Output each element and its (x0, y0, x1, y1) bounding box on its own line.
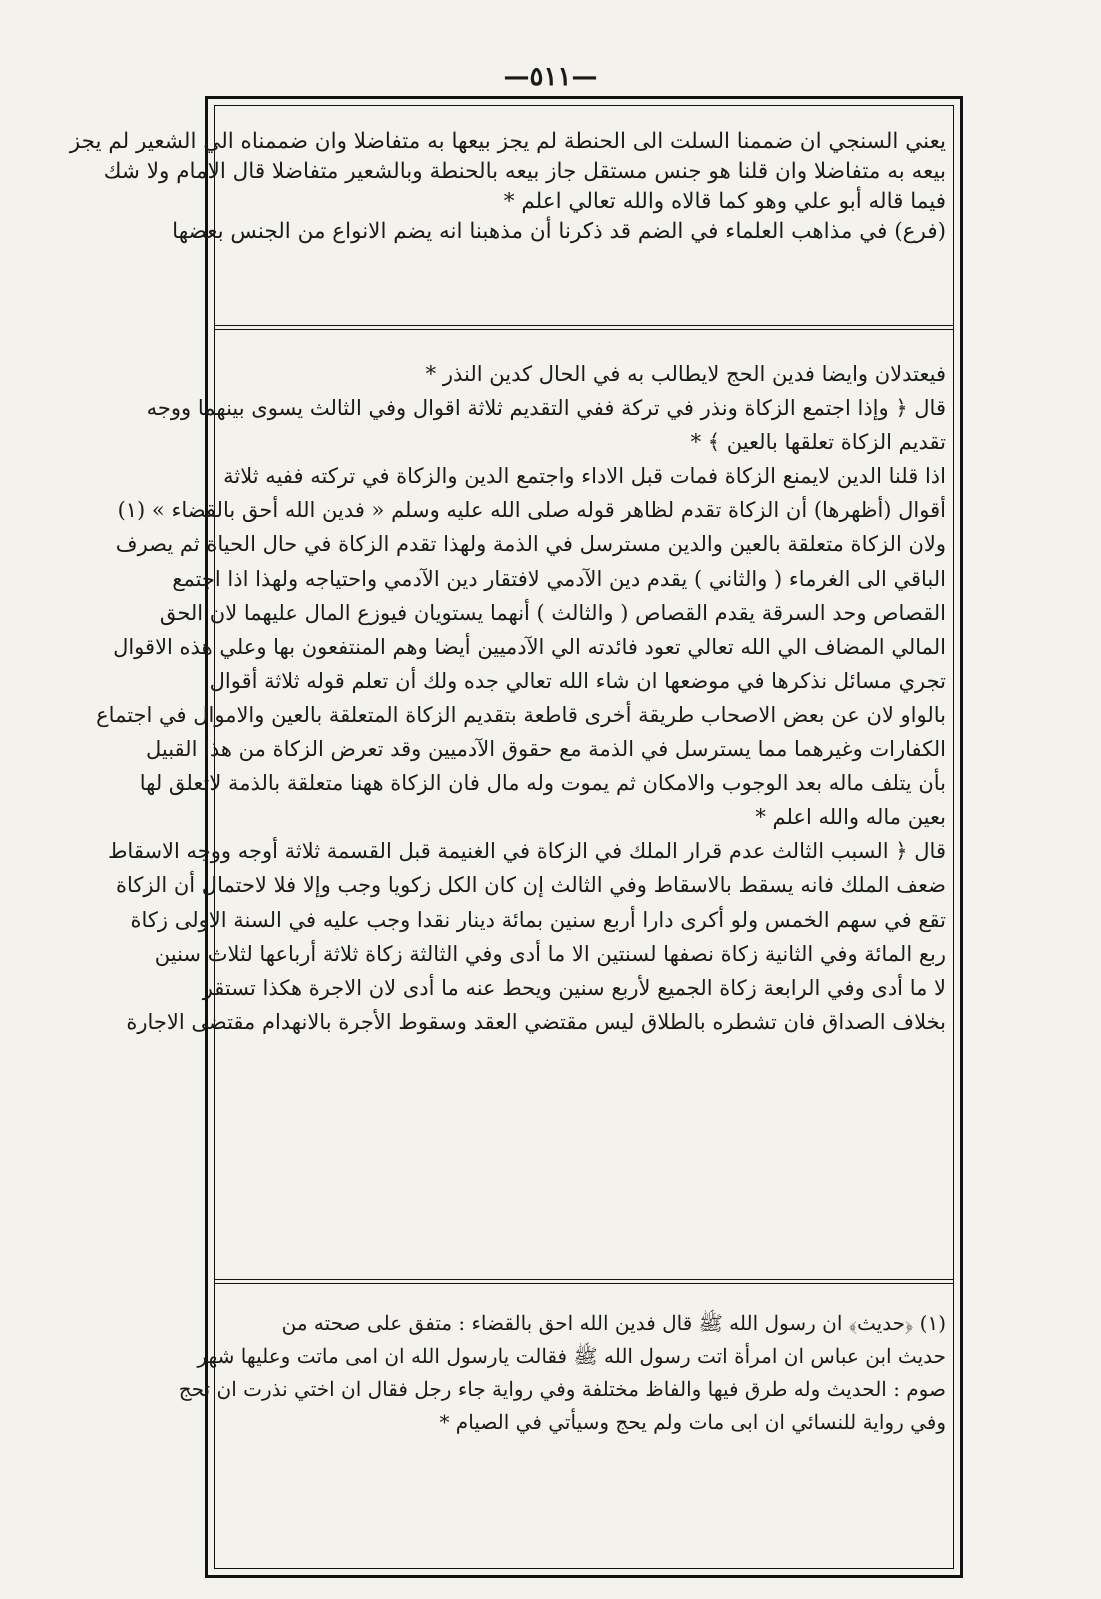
text-line: قال ﴿ وإذا اجتمع الزكاة ونذر في تركة ففي التقديم ثلاثة اقوال وفي الثالث يسوى بينهما ووجه (146, 396, 946, 421)
text-line: يعني السنجي ان ضممنا السلت الى الحنطة لم يجز بيعها به متفاضلا وان ضممناه الي الشعير لم يجز (69, 129, 946, 154)
text-line: بخلاف الصداق فان تشطره بالطلاق ليس مقتضي العقد وسقوط الأجرة بالانهدام مقتضى الاجارة (126, 1009, 946, 1034)
footnote-line: صوم : الحديث وله طرق فيها والفاظ مختلفة وفي رواية جاء رجل فقال ان اختي نذرت ان تحج (178, 1377, 946, 1401)
text-line: فيعتدلان وايضا فدين الحج لايطالب به في الحال كدين النذر * (425, 362, 946, 386)
text-line: لا ما أدى وفي الرابعة زكاة الجميع لأربع سنين ويحط عنه ما أدى لان الاجرة هكذا تستقر (202, 975, 946, 1000)
text-line: ربع المائة وفي الثانية زكاة نصفها لسنتين الا ما أدى وفي الثالثة زكاة ثلاثة أرباعها لثلاث سنين (154, 941, 946, 966)
text-line: بالواو لان عن بعض الاصحاب طريقة أخرى قاطعة بتقديم الزكاة المتعلقة بالعين والاموال في اجتماع (96, 702, 946, 727)
main-text-block (96, 357, 946, 1039)
footnote-block (178, 1307, 946, 1439)
text-line: تقع في سهم الخمس ولو أكرى دارا أربع سنين بمائة دينار نقدا وجب عليه في السنة الاولى زكاة (130, 907, 946, 932)
text-line: (فرع) في مذاهب العلماء في الضم قد ذكرنا أن مذهبنا انه يضم الانواع من الجنس بعضها (172, 219, 946, 244)
text-line: قال ﴿ السبب الثالث عدم قرار الملك في الزكاة في الغنيمة قبل القسمة ثلاثة أوجه ووجه الاسقاط (108, 839, 946, 864)
text-line: فيما قاله أبو علي وهو كما قالاه والله تعالي اعلم * (503, 189, 946, 214)
top-text-block (69, 127, 946, 247)
page-number: —٥١١— (503, 62, 598, 92)
text-line: ولان الزكاة متعلقة بالعين والدين مسترسل في الذمة ولهذا تقدم الزكاة في حال الحياة ثم يصرف (115, 532, 946, 557)
text-line: أقوال (أظهرها) أن الزكاة تقدم لظاهر قوله صلى الله عليه وسلم « فدين الله أحق بالقضاء » (١) (117, 498, 946, 523)
text-line: اذا قلنا الدين لايمنع الزكاة فمات قبل الاداء واجتمع الدين والزكاة في تركته ففيه ثلاثة (223, 464, 946, 489)
section-divider (214, 325, 954, 330)
text-line: تقديم الزكاة تعلقها بالعين ﴾ * (690, 430, 946, 455)
text-line: بيعه به متفاضلا وان قلنا هو جنس مستقل جاز بيعه بالحنطة وبالشعير متفاضلا قال الامام ولا شك (103, 159, 946, 184)
footnote-divider (214, 1279, 954, 1284)
footnote-line: حديث ابن عباس ان امرأة اتت رسول الله ﷺ فقالت يارسول الله ان امى ماتت وعليها شهر (197, 1344, 946, 1368)
footnote-line: وفي رواية للنسائي ان ابى مات ولم يحج وسيأتي في الصيام * (439, 1410, 946, 1434)
text-line: القصاص وحد السرقة يقدم القصاص ( والثالث ) أنهما يستويان فيوزع المال عليهما لان الحق (159, 600, 946, 625)
text-line: ضعف الملك فانه يسقط بالاسقاط وفي الثالث إن كان الكل زكويا وجب وإلا فلا لاحتمال أن الزكاة (115, 873, 946, 898)
page-frame (69, 96, 963, 1578)
text-line: المالي المضاف الي الله تعالي تعود فائدته الي الآدميين أيضا وهم المنتفعون بها وعلي هذه الاقوال (113, 634, 946, 659)
text-line: بأن يتلف ماله بعد الوجوب والامكان ثم يموت وله مال فان الزكاة ههنا متعلقة بالذمة لاتعلق لها (139, 771, 946, 796)
text-line: بعين ماله والله اعلم * (755, 805, 946, 830)
text-line: تجري مسائل نذكرها في موضعها ان شاء الله تعالي جده ولك أن تعلم قوله ثلاثة أقوال (209, 668, 946, 693)
text-line: الباقي الى الغرماء ( والثاني ) يقدم دين الآدمي لافتقار دين الآدمي واحتياجه ولهذا اذا اجتمع (172, 566, 946, 591)
text-line: الكفارات وغيرهما مما يسترسل في الذمة مع حقوق الآدميين وقد تعرض الزكاة من هذا القبيل (145, 737, 946, 762)
footnote-line: (١) ﴿حديث﴾ ان رسول الله ﷺ قال فدين الله احق بالقضاء : متفق على صحته من (281, 1311, 946, 1335)
